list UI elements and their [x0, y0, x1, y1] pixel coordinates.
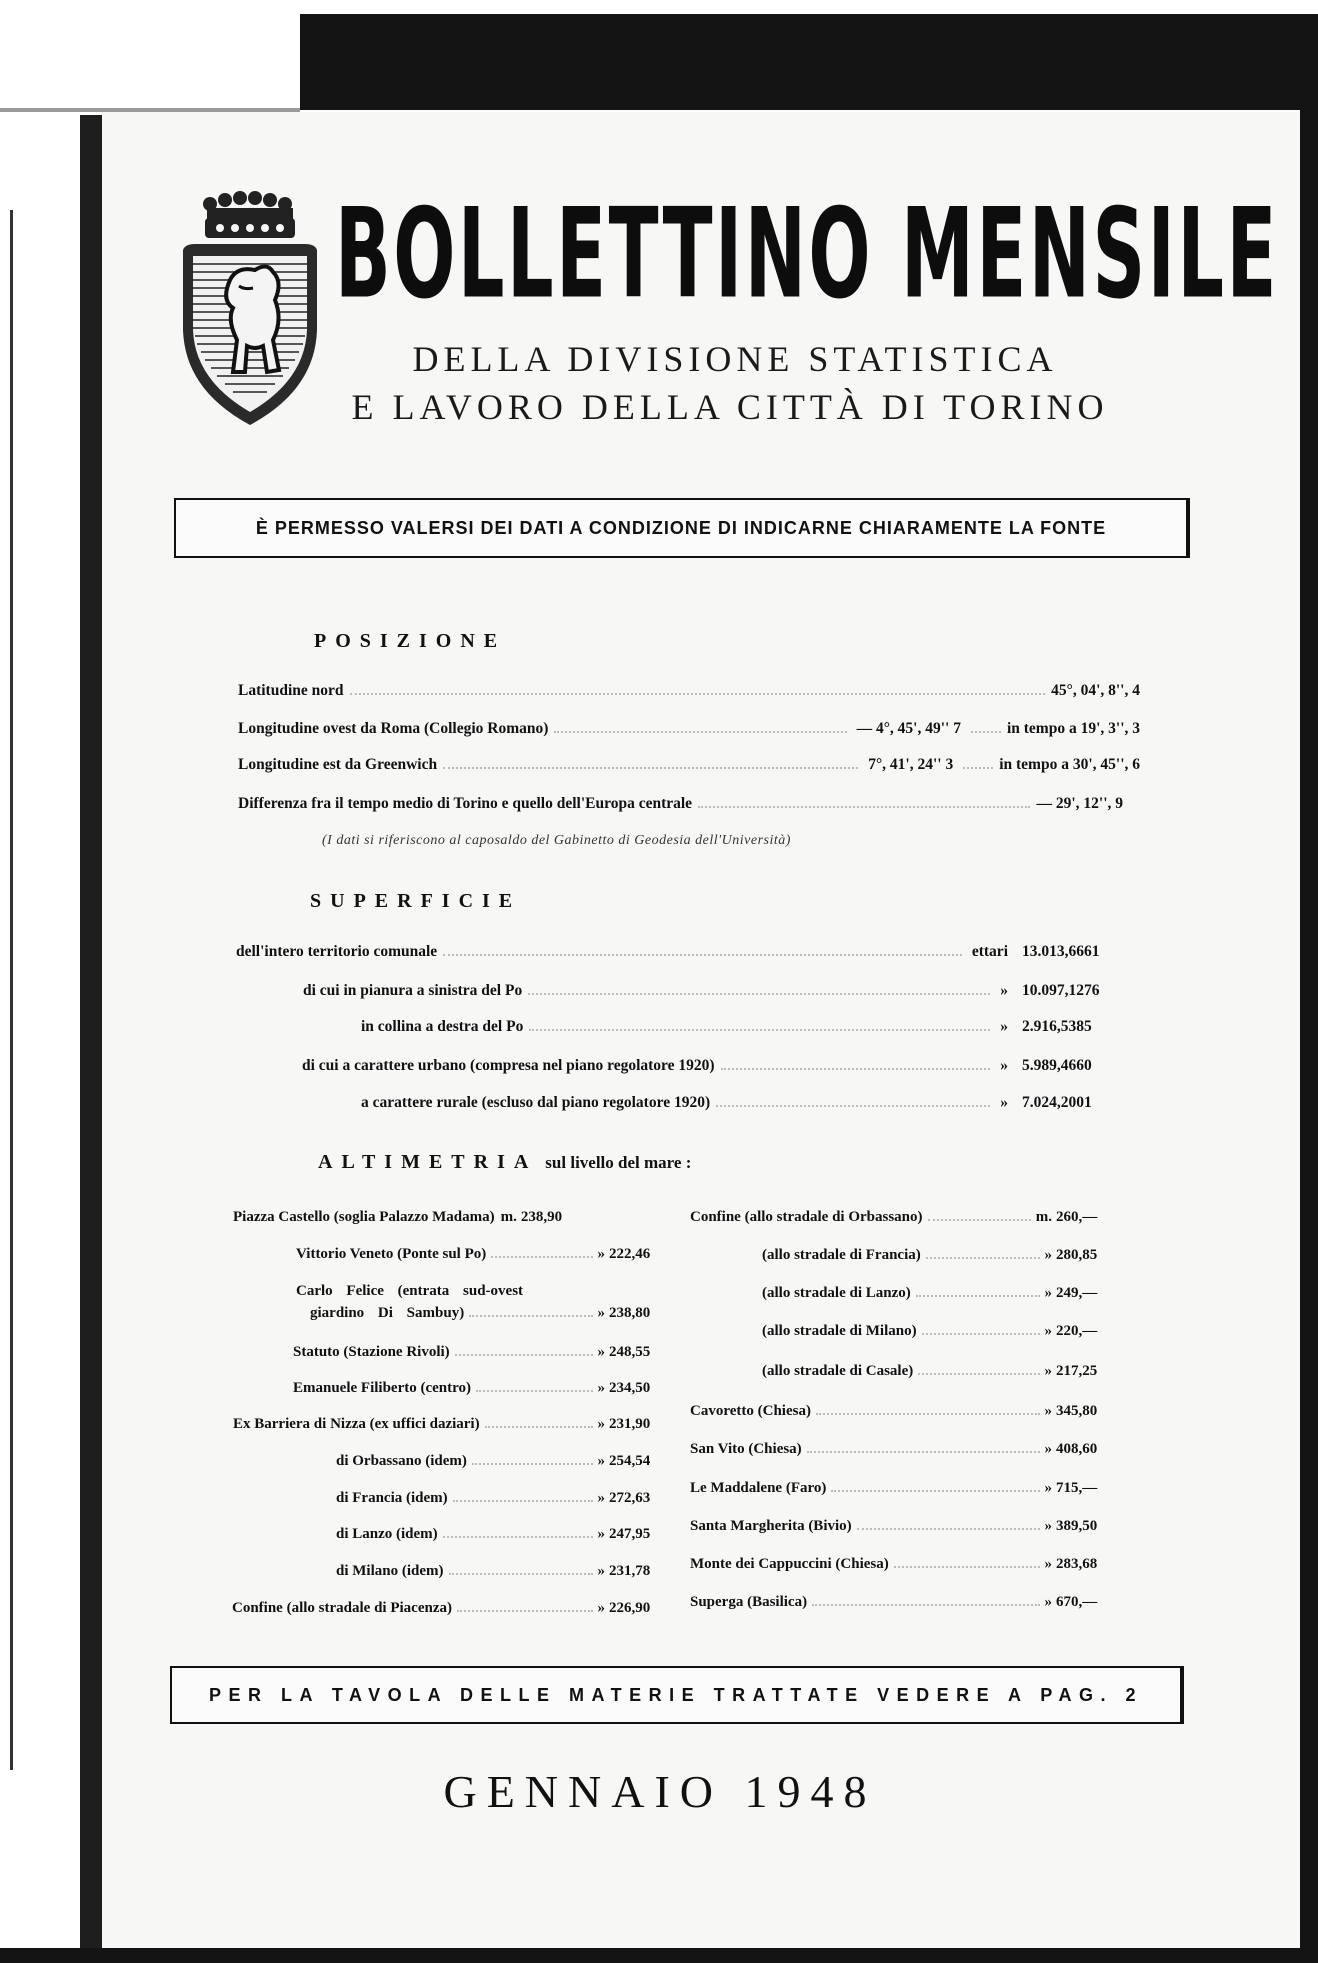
altimetria-unit: »: [1044, 1480, 1052, 1496]
altimetria-value: 220,—: [1056, 1323, 1098, 1339]
altimetria-row: [762, 1360, 1120, 1382]
superficie-label: di cui a carattere urbano (compresa nel piano regolatore 1920): [302, 1057, 715, 1074]
altimetria-label: (allo stradale di Lanzo): [762, 1285, 911, 1301]
altimetria-unit: »: [1044, 1518, 1052, 1534]
altimetria-label: Piazza Castello (soglia Palazzo Madama): [233, 1209, 495, 1225]
altimetria-row: [233, 1206, 673, 1228]
altimetria-unit: »: [1044, 1441, 1052, 1457]
bulletin-title: BOLLETTINO MENSILE: [335, 181, 1279, 326]
altimetria-label: di Orbassano (idem): [336, 1453, 467, 1469]
leader-dots: [857, 1518, 1040, 1530]
section-heading-altimetria: [318, 1151, 691, 1174]
altimetria-label: (allo stradale di Milano): [762, 1323, 917, 1339]
leader-dots: [926, 1247, 1040, 1259]
scan-frame-right: [1300, 14, 1318, 1963]
altimetria-value: 272,63: [609, 1490, 651, 1506]
altimetria-value: 249,—: [1056, 1285, 1098, 1301]
superficie-unit: »: [1000, 1018, 1008, 1035]
posizione-row: [238, 718, 1140, 740]
superficie-row: [361, 1016, 1122, 1038]
altimetria-label: Vittorio Veneto (Ponte sul Po): [296, 1246, 487, 1262]
leader-dots: [472, 1453, 593, 1465]
superficie-unit: ettari: [971, 943, 1008, 960]
superficie-unit: »: [1000, 1094, 1008, 1111]
leader-dots: [528, 983, 990, 995]
leader-dots: [922, 1323, 1040, 1335]
posizione-label: Latitudine nord: [238, 682, 344, 699]
altimetria-label: di Milano (idem): [336, 1563, 444, 1579]
superficie-label: a carattere rurale (escluso dal piano regolatore 1920): [361, 1094, 711, 1111]
altimetria-label: Ex Barriera di Nizza (ex uffici daziari): [233, 1416, 480, 1432]
altimetria-row: [690, 1591, 1120, 1613]
altimetria-unit: »: [597, 1453, 605, 1469]
superficie-row: [361, 1092, 1122, 1114]
altimetria-value: 408,60: [1056, 1441, 1098, 1457]
altimetria-row: [690, 1477, 1120, 1499]
altimetria-label: Statuto (Stazione Rivoli): [293, 1344, 450, 1360]
altimetria-value: 715,—: [1056, 1480, 1098, 1496]
altimetria-unit: »: [597, 1305, 605, 1321]
leader-dots: [928, 1209, 1031, 1221]
altimetria-label: Le Maddalene (Faro): [690, 1480, 827, 1496]
altimetria-label: San Vito (Chiesa): [690, 1441, 802, 1457]
altimetria-unit: »: [597, 1526, 605, 1542]
scan-frame-left: [80, 115, 102, 1950]
altimetria-value: 234,50: [609, 1380, 651, 1396]
superficie-label: di cui in pianura a sinistra del Po: [303, 982, 523, 999]
bulletin-subtitle-line2: E LAVORO DELLA CITTÀ DI TORINO: [351, 387, 1109, 427]
posizione-value: — 29', 12'', 9: [1036, 795, 1123, 812]
altimetria-value: 226,90: [609, 1600, 651, 1616]
leader-dots: [554, 721, 846, 733]
leader-dots: [918, 1363, 1039, 1375]
altimetria-value: 231,90: [609, 1416, 651, 1432]
posizione-row: [238, 680, 1140, 702]
superficie-label: dell'intero territorio comunale: [236, 943, 438, 960]
altimetria-unit: »: [1044, 1556, 1052, 1572]
altimetria-label: Confine (allo stradale di Orbassano): [690, 1209, 923, 1225]
altimetria-row: [296, 1280, 673, 1302]
superficie-row: [303, 980, 1122, 1002]
section-heading-posizione: POSIZIONE: [314, 630, 507, 652]
altimetria-value: 260,—: [1056, 1209, 1098, 1225]
leader-dots: [894, 1556, 1040, 1568]
scan-frame-bottom: [0, 1948, 1318, 1963]
altimetria-row: [336, 1450, 673, 1472]
altimetria-label: (allo stradale di Casale): [762, 1363, 914, 1379]
altimetria-value: 231,78: [609, 1563, 651, 1579]
leader-dots: [457, 1600, 593, 1612]
altimetria-unit: »: [1044, 1323, 1052, 1339]
posizione-label: Longitudine est da Greenwich: [238, 756, 438, 773]
altimetria-label: Superga (Basilica): [690, 1594, 808, 1610]
altimetria-unit: »: [597, 1246, 605, 1262]
altimetria-value: 283,68: [1056, 1556, 1098, 1572]
scan-frame-top: [300, 14, 1318, 110]
leader-dots: [491, 1246, 592, 1258]
altimetria-row: [690, 1400, 1120, 1422]
leader-dots: [807, 1441, 1040, 1453]
altimetria-label: Emanuele Filiberto (centro): [293, 1380, 472, 1396]
altimetria-label: giardino Di Sambuy): [310, 1305, 465, 1321]
posizione-value: in tempo a 19', 3'', 3: [1006, 720, 1140, 737]
altimetria-value: 670,—: [1056, 1594, 1098, 1610]
altimetria-row: [762, 1320, 1120, 1342]
altimetria-value: 389,50: [1056, 1518, 1098, 1534]
leader-dots: [812, 1594, 1039, 1606]
leader-dots: [529, 1019, 990, 1031]
leader-dots: [831, 1480, 1039, 1492]
leader-dots: [443, 1526, 593, 1538]
altimetria-value: 248,55: [609, 1344, 651, 1360]
altimetria-unit: »: [597, 1600, 605, 1616]
altimetria-value: 254,54: [609, 1453, 651, 1469]
altimetria-unit: »: [597, 1380, 605, 1396]
altimetria-value: 247,95: [609, 1526, 651, 1542]
altimetria-row: [293, 1377, 673, 1399]
altimetria-value: 238,90: [520, 1209, 563, 1225]
leader-dots: [443, 757, 858, 769]
altimetria-unit: »: [597, 1563, 605, 1579]
altimetria-label: di Lanzo (idem): [336, 1526, 438, 1542]
superficie-value: 2.916,5385: [1022, 1018, 1092, 1035]
posizione-label: Longitudine ovest da Roma (Collegio Romano): [238, 720, 549, 737]
posizione-degrees: — 4°, 45', 49'' 7: [856, 720, 961, 737]
superficie-label: in collina a destra del Po: [361, 1018, 524, 1035]
altimetria-value: 345,80: [1056, 1403, 1098, 1419]
altimetria-value: 280,85: [1056, 1247, 1098, 1263]
altimetria-unit: »: [597, 1416, 605, 1432]
section-heading-superficie: SUPERFICIE: [310, 890, 522, 912]
altimetria-unit: »: [1044, 1247, 1052, 1263]
altimetria-label: di Francia (idem): [336, 1490, 448, 1506]
posizione-row: [238, 793, 1123, 815]
altimetria-row: [336, 1487, 673, 1509]
altimetria-row: [690, 1206, 1120, 1228]
leader-dots: [443, 944, 962, 956]
superficie-value: 10.097,1276: [1022, 982, 1100, 999]
altimetria-unit: »: [597, 1344, 605, 1360]
altimetria-heading-text: ALTIMETRIA: [318, 1151, 538, 1173]
leader-dots: [449, 1563, 593, 1575]
altimetria-row: [336, 1523, 673, 1545]
superficie-row: [302, 1055, 1122, 1077]
superficie-value: 7.024,2001: [1022, 1094, 1092, 1111]
altimetria-label: Monte dei Cappuccini (Chiesa): [690, 1556, 889, 1572]
altimetria-label: Carlo Felice (entrata sud-ovest: [296, 1283, 524, 1299]
altimetria-row: [690, 1553, 1120, 1575]
superficie-unit: »: [1000, 982, 1008, 999]
leader-dots: [971, 721, 1001, 733]
altimetria-unit: »: [1044, 1285, 1052, 1301]
altimetria-row: [762, 1244, 1120, 1266]
turin-coat-of-arms-icon: [175, 190, 325, 430]
superficie-row: [236, 941, 1122, 963]
altimetria-label: Santa Margherita (Bivio): [690, 1518, 852, 1534]
altimetria-label: Confine (allo stradale di Piacenza): [232, 1600, 452, 1616]
altimetria-unit: m.: [1035, 1209, 1052, 1225]
posizione-value: in tempo a 30', 45'', 6: [999, 756, 1140, 773]
altimetria-row: [310, 1302, 673, 1324]
leader-dots: [698, 796, 1030, 808]
superficie-value: 5.989,4660: [1022, 1057, 1092, 1074]
altimetria-label: (allo stradale di Francia): [762, 1247, 921, 1263]
altimetria-unit: »: [1044, 1363, 1052, 1379]
leader-dots: [485, 1416, 593, 1428]
altimetria-value: 217,25: [1056, 1363, 1098, 1379]
leader-dots: [469, 1305, 592, 1317]
bulletin-subtitle-line1: DELLA DIVISIONE STATISTICA: [412, 339, 1058, 379]
altimetria-row: [690, 1515, 1120, 1537]
posizione-degrees: 7°, 41', 24'' 3: [868, 756, 954, 773]
scan-edge-line: [10, 210, 13, 1770]
altimetria-row: [233, 1413, 673, 1435]
posizione-value: 45°, 04', 8'', 4: [1051, 682, 1140, 699]
leader-dots: [721, 1058, 991, 1070]
altimetria-value: 222,46: [609, 1246, 651, 1262]
altimetria-heading-suffix: sul livello del mare :: [545, 1153, 692, 1172]
altimetria-row: [690, 1438, 1120, 1460]
altimetria-row: [336, 1560, 673, 1582]
copyright-notice-box: È PERMESSO VALERSI DEI DATI A CONDIZIONE DI INDICARNE CHIARAMENTE LA FONTE: [174, 498, 1190, 558]
altimetria-unit: »: [1044, 1403, 1052, 1419]
altimetria-value: 238,80: [609, 1305, 651, 1321]
altimetria-unit: m.: [500, 1209, 517, 1225]
leader-dots: [716, 1095, 990, 1107]
posizione-row: [238, 754, 1140, 776]
altimetria-row: [293, 1341, 673, 1363]
leader-dots: [455, 1344, 593, 1356]
superficie-unit: »: [1000, 1057, 1008, 1074]
table-of-contents-note-box: PER LA TAVOLA DELLE MATERIE TRATTATE VEDERE A PAG. 2: [170, 1666, 1184, 1724]
altimetria-row: [762, 1282, 1120, 1304]
leader-dots: [453, 1490, 593, 1502]
posizione-footnote: (I dati si riferiscono al caposaldo del Gabinetto di Geodesia dell'Università): [322, 833, 791, 848]
altimetria-unit: »: [597, 1490, 605, 1506]
altimetria-unit: »: [1044, 1594, 1052, 1610]
issue-date: GENNAIO 1948: [443, 1766, 877, 1817]
altimetria-row: [296, 1243, 673, 1265]
altimetria-row: [232, 1597, 673, 1619]
leader-dots: [916, 1285, 1040, 1297]
leader-dots: [963, 757, 993, 769]
leader-dots: [816, 1403, 1040, 1415]
altimetria-label: Cavoretto (Chiesa): [690, 1403, 811, 1419]
leader-dots: [476, 1380, 592, 1392]
superficie-value: 13.013,6661: [1022, 943, 1100, 960]
posizione-label: Differenza fra il tempo medio di Torino e quello dell'Europa centrale: [238, 795, 693, 812]
leader-dots: [350, 683, 1046, 695]
